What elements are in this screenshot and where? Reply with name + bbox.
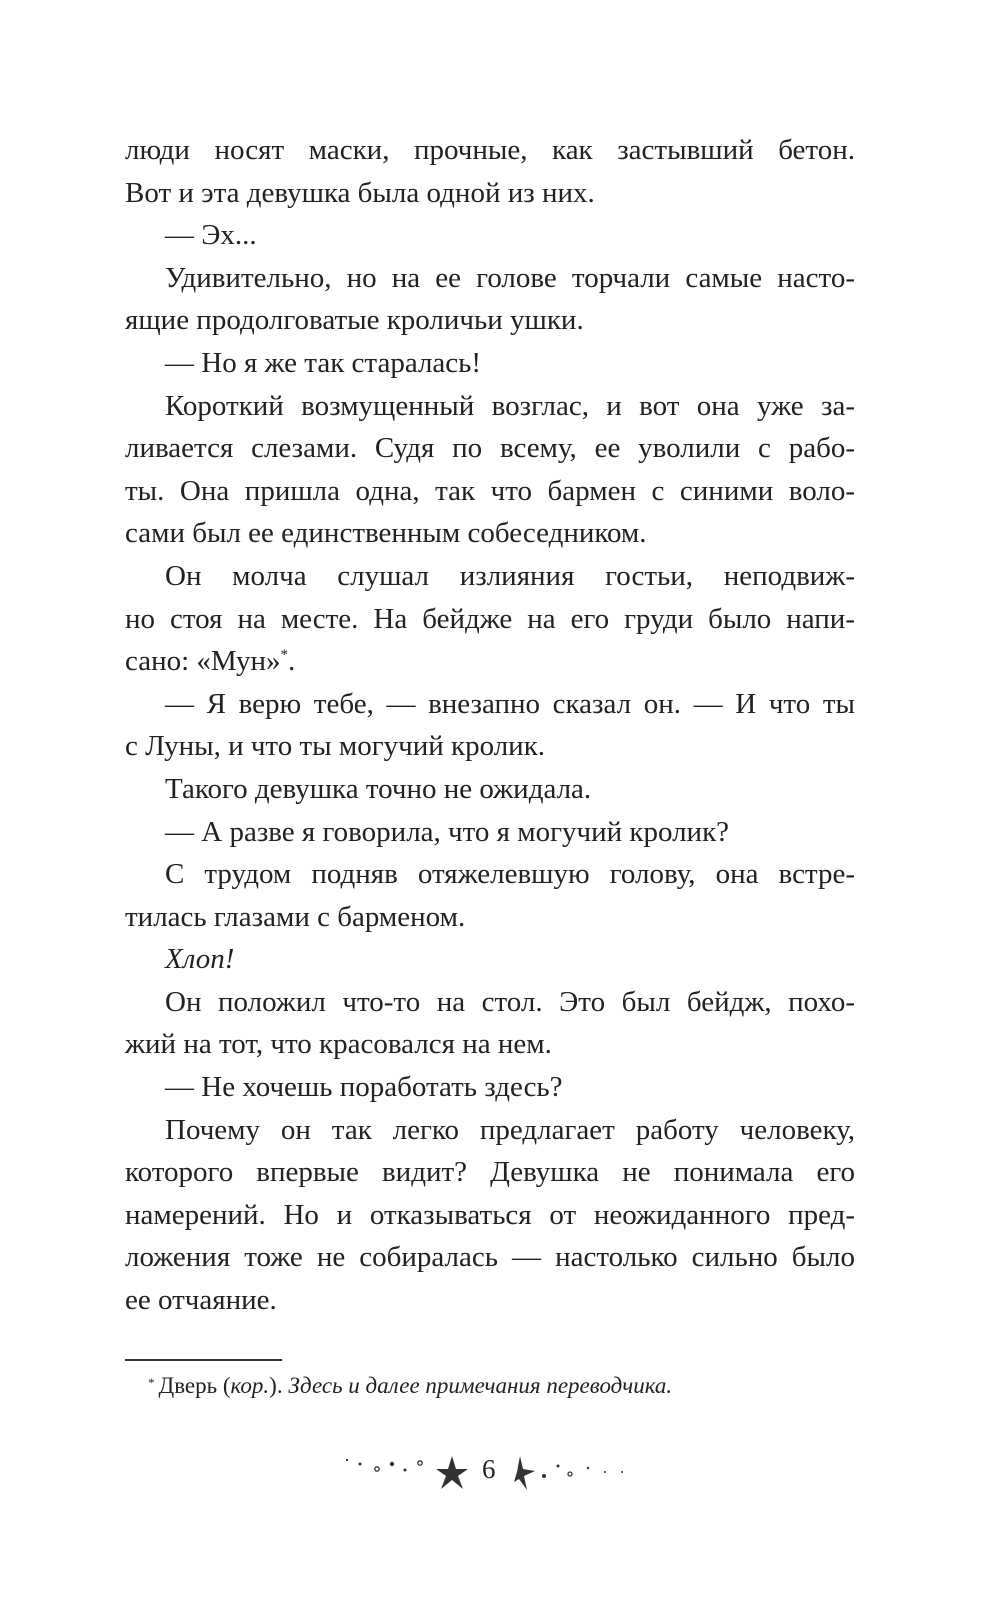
footnote-divider <box>125 1359 282 1361</box>
text-line: Вот и эта девушка была одной из них. <box>125 176 595 209</box>
text-line: намерений. Но и отказываться от неожиданного пред- <box>125 1198 855 1231</box>
text-span: сано: «Мун» <box>125 645 281 678</box>
text-line: Короткий возмущенный возглас, и вот она уже за- <box>165 389 855 422</box>
text-line: — Не хочешь поработать здесь? <box>165 1071 563 1104</box>
text-line: тилась глазами с барменом. <box>125 900 466 933</box>
text-line: — Я верю тебе, — внезапно сказал он. — И что ты <box>165 687 855 720</box>
text-line: — Эх... <box>165 219 257 252</box>
text-line <box>125 640 855 683</box>
text-line: — Но я же так старалась! <box>165 346 482 379</box>
text-line: жий на тот, что красовался на нем. <box>125 1028 552 1061</box>
text-line: но стоя на месте. На бейдже на его груди было напи- <box>125 602 855 635</box>
text-line: Удивительно, но на ее голове торчали самые насто- <box>165 261 855 294</box>
text-line: Такого девушка точно не ожидала. <box>165 772 592 805</box>
text-line: ливается слезами. Судя по всему, ее уволили с рабо- <box>125 432 855 465</box>
footnote-word: Дверь ( <box>158 1373 231 1398</box>
text-line: ящие продолговатые кроличьи ушки. <box>125 304 584 337</box>
text-line: люди носят маски, прочные, как застывший бетон. <box>125 134 855 166</box>
text-line: С трудом подняв отяжелевшую голову, она встре- <box>165 858 855 891</box>
text-line: ты. Она пришла одна, так что бармен с синими воло- <box>125 474 855 507</box>
text-line: Почему он так легко предлагает работу человеку, <box>165 1113 855 1146</box>
text-span: . <box>288 645 296 678</box>
footnote-abbr: кор. <box>230 1373 270 1398</box>
text-line: Он положил что-то на стол. Это был бейдж, похо- <box>165 985 855 1018</box>
footnote-marker: * <box>148 1375 155 1390</box>
footnote <box>148 1373 672 1399</box>
text-line: ее отчаяние. <box>125 1284 277 1317</box>
footnote-close: ). <box>269 1373 289 1398</box>
page-body <box>125 129 855 1322</box>
footnote-marker[interactable]: * <box>280 647 289 664</box>
page-number-ornament <box>330 1452 650 1492</box>
page-number: 6 <box>482 1454 496 1484</box>
text-line: ложения тоже не собиралась — настолько сильно было <box>125 1241 855 1274</box>
text-line: сами был ее единственным собеседником. <box>125 517 647 550</box>
text-line: Хлоп! <box>165 943 235 976</box>
footnote-note: Здесь и далее примечания переводчика. <box>288 1373 673 1398</box>
text-line: Он молча слушал излияния гостьи, неподвиж- <box>165 559 855 592</box>
text-line: которого впервые видит? Девушка не понимала его <box>125 1156 855 1189</box>
text-line: с Луны, и что ты могучий кролик. <box>125 730 546 763</box>
text-line: — А разве я говорила, что я могучий кролик? <box>165 815 730 848</box>
